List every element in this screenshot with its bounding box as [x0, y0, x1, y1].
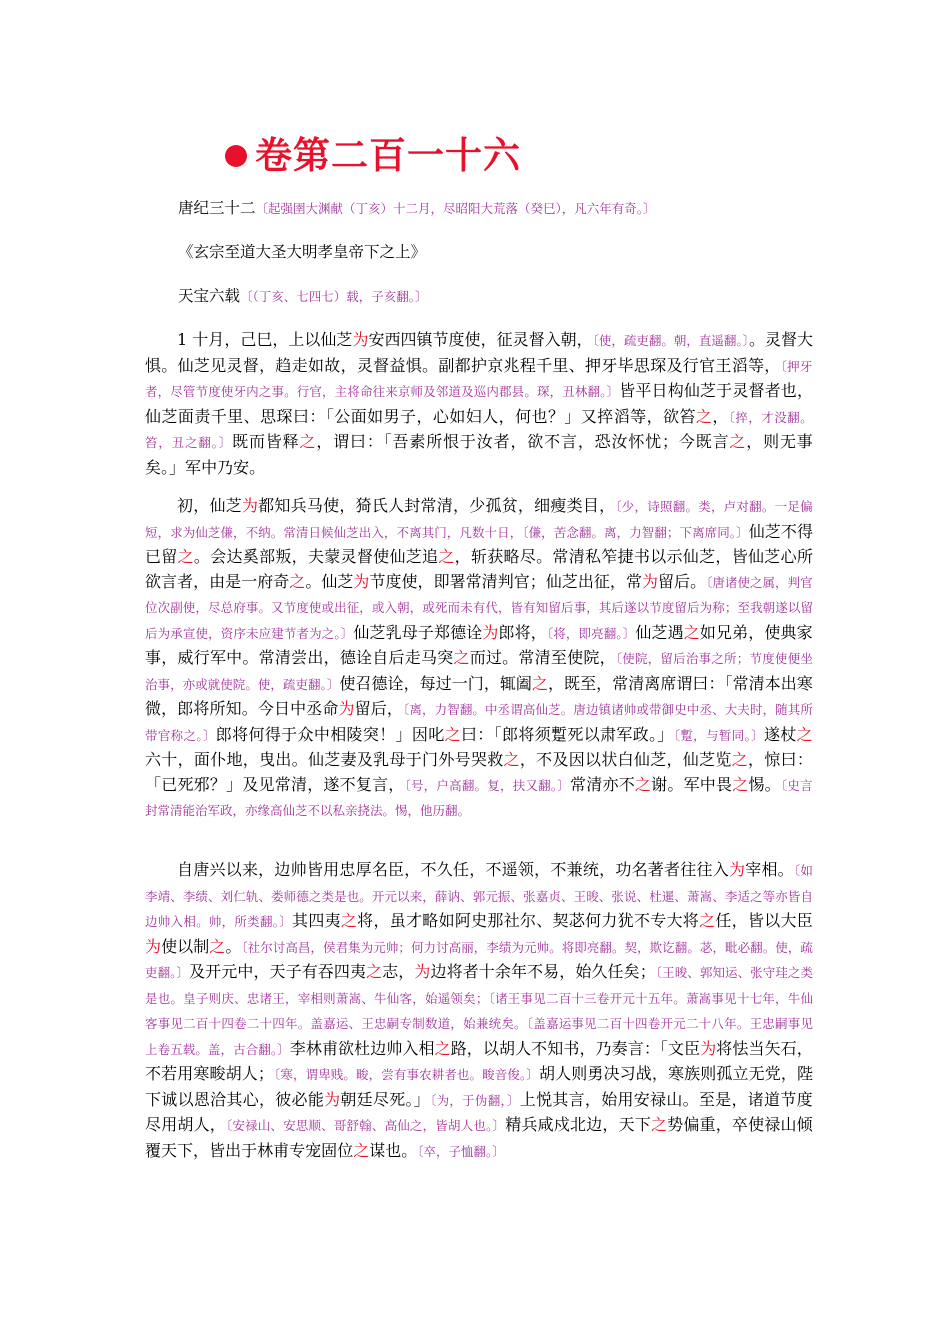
- commentary-note: 〔蹔，与暂同。〕: [673, 727, 764, 743]
- year-note: 〔（丁亥、七四七）载，子亥翻。〕: [240, 289, 428, 304]
- main-text: 仙芝遇之如兄弟，使典家事，威行军中。常清尝出，德诠自后走马突之而过。常清至使院，: [145, 622, 813, 667]
- dynasty-label: 唐纪三十二: [178, 199, 256, 217]
- emperor-title: 《玄宗至道大圣大明孝皇帝下之上》: [178, 243, 427, 261]
- commentary-note: 〔离，力智翻。中丞谓高仙芝。唐边镇诸帅或带御史中丞、大夫时，随其所带官称之。〕: [145, 702, 813, 743]
- main-text: 胡人则勇决习战，寒族则孤立无党，陛下诚以恩洽其心，彼必能为朝廷尽死。」: [145, 1064, 813, 1109]
- year-line: [178, 284, 428, 306]
- commentary-note: 〔社尔讨高昌，侯君集为元帅；何力讨高丽，李绩为元帅。将即亮翻。契，欺讫翻。苾，毗必翻。使，疏吏翻。〕: [145, 939, 813, 980]
- main-text: 仙芝乳母子郑德诠为郎将，: [353, 622, 547, 642]
- main-text: 。灵督大惧。仙芝见灵督，趋走如故，灵督益惧。副都护京兆程千里、押牙毕思琛及行官王滔等，: [145, 330, 813, 375]
- commentary-note: 〔押牙者，尽管节度使牙内之事。行官，主将命往来京师及邻道及巡内郡县。琛，丑林翻。〕: [145, 358, 813, 399]
- commentary-note: 〔少，诗照翻。类，卢对翻。一足偏短，求为仙芝傔，不纳。常清日候仙芝出入，不离其门，凡数十日，〔傔，苦念翻。离，力智翻；下离席同。〕: [145, 499, 813, 540]
- chapter-title: 卷第二百一十六: [225, 125, 521, 179]
- main-text: 及开元中，天子有吞四夷之志，为边将者十余年不易，始久任矣；: [189, 962, 656, 981]
- commentary-note: 〔捽，才没翻。笞，丑之翻。〕: [145, 409, 813, 450]
- dynasty-note: 〔起强圉大渊献（丁亥）十二月，尽昭阳大荒落（癸巳），凡六年有奇。〕: [255, 201, 656, 216]
- paragraph-3: [145, 858, 813, 1164]
- commentary-note: 〔将，即亮翻。〕: [546, 625, 636, 641]
- year-label: 天宝六载: [178, 287, 241, 305]
- commentary-note: 〔唐诸使之属，判官位次副使，尽总府事。又节度使或出征，或入朝，或死而未有代，皆有知留后事，其后遂以节度留后为称；至我朝遂以留后为承宣使，资序未应建节者为之。〕: [145, 574, 813, 641]
- main-text: 李林甫欲杜边帅入相之路，以胡人不知书，乃奏言：「文臣为将怯当矢石，不若用寒畯胡人；: [145, 1038, 813, 1083]
- main-text: 上悦其言，始用安禄山。至是，诸道节度尽用胡人，: [145, 1089, 813, 1134]
- red-bullet-icon: [225, 145, 247, 167]
- dynasty-line: [178, 196, 656, 218]
- main-text: 既而皆释之，谓曰：「吾素所恨于汝者，欲不言，恐汝怀忧；今既言之，则无事矣。」军中乃安。: [145, 432, 813, 477]
- main-text: 精兵咸戍北边，天下之势偏重，卒使禄山倾覆天下，皆出于林甫专宠固位之谋也。: [145, 1115, 813, 1160]
- commentary-note: 〔为，于伪翻，〕: [430, 1092, 520, 1108]
- paragraph-2: [145, 494, 813, 824]
- commentary-note: 〔王晙、郭知运、张守珪之类是也。皇子则庆、忠诸王，宰相则萧嵩、牛仙客，始遥领矣；〔诸王事见二百十三卷开元十五年。萧嵩事见十七年，牛仙客事见二百十四卷二十四年。盖嘉运、王忠嗣专制数道，始兼统矣。〔盖嘉运事见二百十四卷开元二十八年。王忠嗣事见上卷五载。盖，古合翻。〕: [145, 965, 813, 1057]
- main-text: 1 十月，己巳，上以仙芝为安西四镇节度使，征灵督入朝，: [177, 330, 593, 349]
- main-text: 遂杖之六十，面仆地，曳出。仙芝妻及乳母于门外号哭救之，不及因以状白仙芝，仙芝览之，惊曰：「已死邪？」及见常清，遂不复言，: [145, 724, 813, 794]
- main-text: 郎将何得于众中相陵突！」因叱之曰：「郎将须蹔死以肃军政。」: [215, 724, 674, 744]
- commentary-note: 〔号，户高翻。复，扶又翻。〕: [404, 777, 571, 793]
- commentary-note: 〔卒，子恤翻。〕: [417, 1143, 505, 1159]
- paragraph-1: [145, 328, 813, 480]
- main-text: 仙芝不得已留之。会达奚部叛，夫蒙灵督使仙芝追之，斩获略尽。常清私笮捷书以示仙芝，皆仙芝心所欲言者，由是一府奇之。仙芝为节度使，即署常清判官；仙芝出征，常为留后。: [145, 521, 813, 591]
- commentary-note: 〔寒，谓卑贱。畯，尝有事农耕者也。畯音俊。〕: [273, 1067, 539, 1082]
- commentary-note: 〔安禄山、安思顺、哥舒翰、高仙之，皆胡人也。〕: [225, 1118, 506, 1133]
- main-text: 其四夷之将，虽才略如阿史那社尔、契苾何力犹不专大将之任，皆以大臣为使以制之。: [145, 911, 813, 956]
- main-text: 自唐兴以来，边帅皆用忠厚名臣，不久任，不遥领，不兼统，功名著者往往入为宰相。: [177, 860, 794, 879]
- commentary-note: 〔如李靖、李绩、刘仁轨、娄师德之类是也。开元以来，薛讷、郭元振、张嘉贞、王晙、张说、杜暹、萧嵩、李适之等亦皆自边帅入相。帅，所类翻。〕: [145, 863, 813, 929]
- commentary-note: 〔史言封常清能治军政，亦缘高仙芝不以私亲挠法。惕，他历翻。: [145, 777, 813, 818]
- main-text: 使召德诠，每过一门，辄阖之，既至，常清离席谓曰：「常清本出寒微，郎将所知。今日中丞命为留后，: [145, 673, 813, 718]
- main-text: 皆平日构仙芝于灵督者也，仙芝面责千里、思琛曰：「公面如男子，心如妇人，何也？」又捽滔等，欲笞之，: [145, 381, 813, 426]
- main-text: 初，仙芝为都知兵马使，猗氏人封常清，少孤贫，细瘦类目，: [177, 496, 616, 515]
- commentary-note: 〔使，疏吏翻。朝，直遥翻。〕: [592, 333, 749, 348]
- emperor-line: [178, 240, 426, 262]
- commentary-note: 〔使院，留后治事之所；节度使便坐治事，亦或就使院。使，疏吏翻。〕: [145, 651, 813, 692]
- main-text: 常清亦不之谢。军中畏之惕。: [570, 774, 781, 794]
